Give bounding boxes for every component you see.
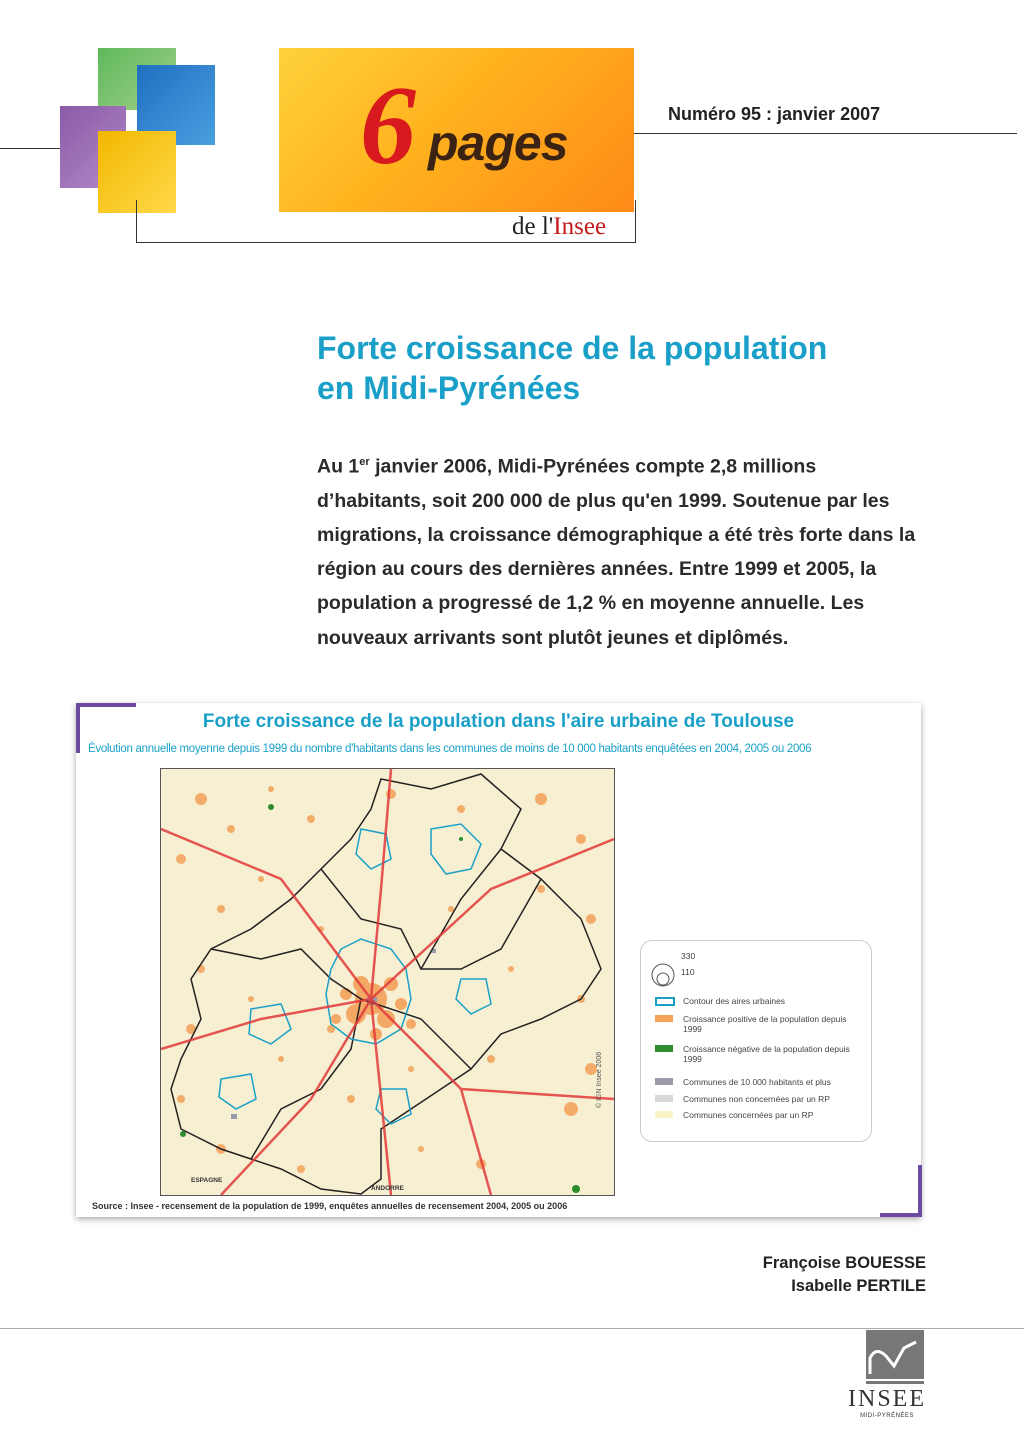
map-graphic xyxy=(161,769,614,1195)
author-1: Françoise BOUESSE xyxy=(762,1254,926,1272)
authors xyxy=(640,1252,926,1298)
brand-de: de l' xyxy=(512,213,554,240)
lead-sup: er xyxy=(359,456,370,468)
lead-post: janvier 2006, Midi-Pyrénées compte 2,8 millions d’habitants, soit 200 000 de plus qu'en 1999. Soutenue par les migrations, la croissance démographique a été très forte dans la région au cours des dernières années. Entre 1999 et 2005, la population a progressé de 1,2 % en moyenne annuelle. Les nouveaux arrivants sont plutôt jeunes et diplômés. xyxy=(317,455,916,649)
figure-source: Source : Insee - recensement de la population de 1999, enquêtes annuelles de recensement 2004, 2005 ou 2006 xyxy=(92,1201,568,1211)
legend-label: Communes concernées par un RP xyxy=(683,1110,814,1120)
brand-word: pages xyxy=(428,115,568,171)
map-label-spain: ESPAGNE xyxy=(191,1177,223,1184)
legend-swatch xyxy=(655,1095,673,1102)
map-label-andorra: ANDORRE xyxy=(371,1185,404,1192)
header-rule-left xyxy=(0,148,62,149)
legend-swatch xyxy=(655,1015,673,1022)
legend-swatch xyxy=(655,1111,673,1118)
insee-logo-word: INSEE xyxy=(848,1386,926,1412)
brand-subtitle xyxy=(512,214,606,239)
legend-label: Croissance positive de la population depuis 1999 xyxy=(683,1014,847,1034)
issue-number: Numéro 95 : janvier 2007 xyxy=(668,104,881,124)
lead-pre: Au 1 xyxy=(317,455,360,478)
legend-label: Croissance négative de la population depuis 1999 xyxy=(683,1044,850,1064)
article-title-line2: en Midi-Pyrénées xyxy=(317,370,581,406)
population-map xyxy=(160,768,615,1196)
legend-circle-large: 330 xyxy=(681,951,696,961)
author-2: Isabelle PERTILE xyxy=(791,1277,926,1295)
insee-logo-icon xyxy=(866,1330,924,1384)
figure-title: Forte croissance de la population dans l'aire urbaine de Toulouse xyxy=(202,711,795,732)
legend-swatch xyxy=(655,1045,673,1052)
article-title-line1: Forte croissance de la population xyxy=(317,330,828,366)
footer-rule xyxy=(0,1328,1024,1329)
figure-subtitle: Évolution annuelle moyenne depuis 1999 du nombre d'habitants dans les communes de moins de 10 000 habitants enquêtées en 2004, 2005 ou 2006 xyxy=(88,743,812,755)
article-title xyxy=(317,328,937,408)
map-legend xyxy=(640,940,872,1142)
legend-swatch xyxy=(655,1078,673,1085)
header-rule-right xyxy=(634,133,1017,134)
brand-insee: Insee xyxy=(553,213,607,240)
map-copyright: © IGN Insee 2006 xyxy=(596,1051,603,1108)
legend-label: Contour des aires urbaines xyxy=(683,996,786,1006)
legend-swatch xyxy=(655,997,675,1006)
legend-circle-small: 110 xyxy=(681,967,695,977)
figure-corner-bottom-right xyxy=(880,1165,922,1217)
article-lead xyxy=(317,445,927,655)
legend-label: Communes non concernées par un RP xyxy=(683,1094,830,1104)
legend-label: Communes de 10 000 habitants et plus xyxy=(683,1077,831,1087)
insee-logo-region: MIDI-PYRÉNÉES xyxy=(860,1413,914,1419)
insee-logo-mark xyxy=(866,1330,924,1384)
legend-circles-icon xyxy=(651,957,681,987)
brand-number: 6 xyxy=(360,64,416,188)
